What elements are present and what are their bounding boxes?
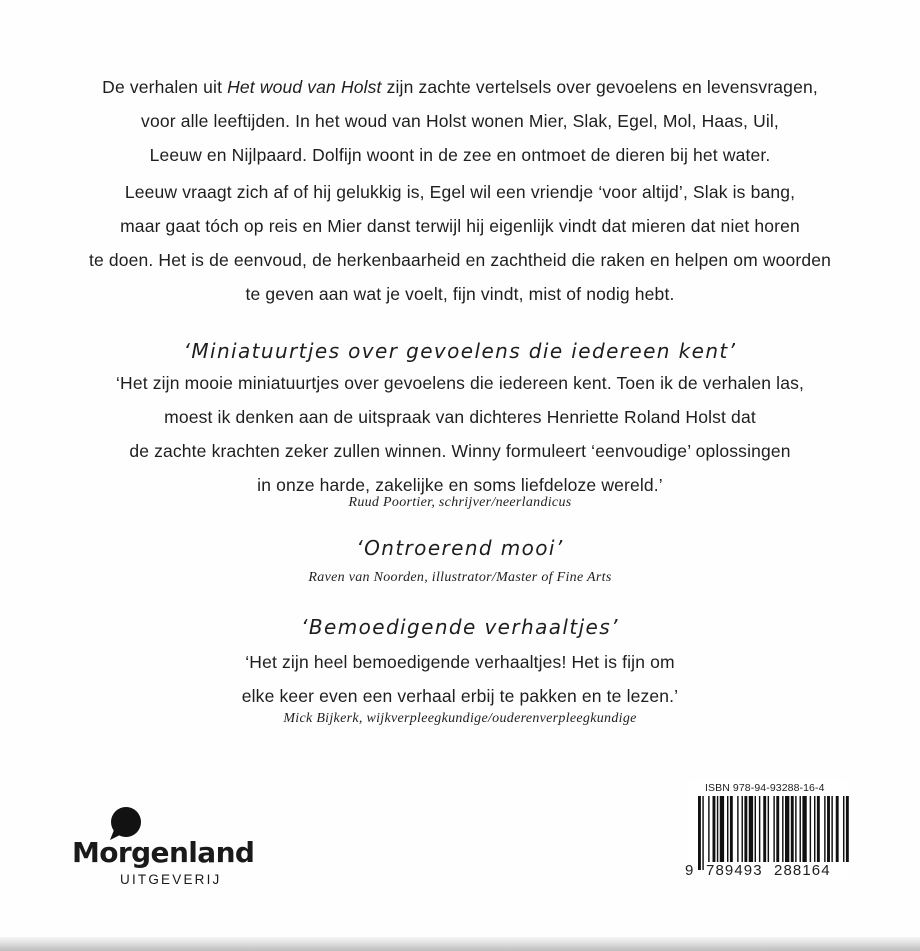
barcode-bar [800,796,801,862]
review-3-quote [40,645,880,713]
barcode-bar [749,796,753,862]
review-1-attribution [40,492,880,514]
barcode-bar [713,796,716,862]
review-attribution: Ruud Poortier, schrijver/neerlandicus [348,495,572,510]
barcode-bar [795,796,796,870]
review-heading: ‘Miniatuurtjes over gevoelens die iedereen kent’ [183,339,737,363]
intro-p2-line-4: te geven aan wat je voelt, fijn vindt, mist of nodig hebt. [245,284,675,304]
review-2-attribution [40,567,880,589]
review-attribution: Mick Bijkerk, wijkverpleegkundige/ouderenverpleegkundige [283,711,637,726]
barcode-bar [802,796,806,862]
barcode-digits-right: 288164 [774,862,831,879]
barcode-bar [702,796,703,870]
barcode-bar [744,796,747,862]
intro-p2-line-1: Leeuw vraagt zich af of hij gelukkig is, Egel wil een vriendje ‘voor altijd’, Slak is bang, [124,182,796,202]
barcode-bar [727,796,728,862]
review-3-attribution [40,708,880,730]
barcode-bar [836,796,839,862]
barcode-bar [759,796,760,862]
barcode-bar [846,796,849,862]
intro-p1-line-1: De verhalen uit Het woud van Holst zijn zachte vertelsels over gevoelens en levensvragen, [102,77,818,97]
barcode-bar [717,796,718,862]
review-heading: ‘Ontroerend mooi’ [356,536,564,560]
barcode-bar [824,796,825,862]
intro-p1-line-3: Leeuw en Nijlpaard. Dolfijn woont in de zee en ontmoet de dieren bij het water. [149,145,771,165]
barcode-bar [817,796,820,862]
page-edge-shadow [0,937,920,951]
barcode-bar [773,796,774,862]
review-quote-line: moest ik denken aan de uitspraak van dichteres Henriette Roland Holst dat [164,407,756,427]
barcode-bar [810,796,811,862]
barcode-bar [843,796,844,862]
publisher-name: Morgenland [72,836,255,869]
barcode-bar [763,796,766,862]
intro-p2-line-2: maar gaat tóch op reis en Mier danst terwijl hij eigenlijk vindt dat mieren dat niet horen [120,216,800,236]
review-heading: ‘Bemoedigende verhaaltjes’ [301,615,619,639]
barcode-bar [814,796,815,862]
barcode-bar [831,796,832,862]
publisher-logo [72,806,272,896]
book-title: Het woud van Holst [227,77,382,97]
review-quote-line: de zachte krachten zeker zullen winnen. Winny formuleert ‘eenvoudige’ oplossingen [129,441,791,461]
review-3 [40,612,880,642]
barcode-bar [708,796,709,862]
barcode-bar [791,796,794,870]
review-1 [40,336,880,366]
barcode-bar [782,796,783,862]
barcode-bar [742,796,743,862]
isbn-label: ISBN 978-94-93288-16-4 [705,782,825,794]
barcode-bar [785,796,789,862]
intro-p2-line-3: te doen. Het is de eenvoud, de herkenbaarheid en zachtheid die raken en helpen om woorden [88,250,832,270]
barcode-bar [755,796,756,862]
barcode-bar [737,796,738,862]
barcode-bar [768,796,769,862]
barcode-bar [776,796,779,862]
review-quote-line: in onze harde, zakelijke en soms liefdeloze wereld.’ [257,475,663,495]
barcode-bar [730,796,733,862]
barcode-digit-lead: 9 [685,862,695,879]
barcode-digits-left: 789493 [706,862,763,879]
barcode-bar [720,796,724,862]
publisher-subtitle: UITGEVERIJ [120,872,222,887]
review-quote-line: elke keer even een verhaal erbij te pakken en te lezen.’ [241,686,679,706]
barcode-bar [698,796,701,870]
review-2 [40,533,880,563]
review-attribution: Raven van Noorden, illustrator/Master of Fine Arts [308,570,612,585]
review-quote-line: ‘Het zijn mooie miniatuurtjes over gevoelens die iedereen kent. Toen ik de verhalen las, [116,373,804,393]
barcode-bar [827,796,830,862]
review-quote-line: ‘Het zijn heel bemoedigende verhaaltjes! Het is fijn om [245,652,675,672]
intro-p1-line-2: voor alle leeftijden. In het woud van Holst wonen Mier, Slak, Egel, Mol, Haas, Uil, [141,111,779,131]
review-1-quote [40,366,880,502]
intro-paragraph-1 [40,70,880,172]
intro-paragraph-2 [40,175,880,311]
